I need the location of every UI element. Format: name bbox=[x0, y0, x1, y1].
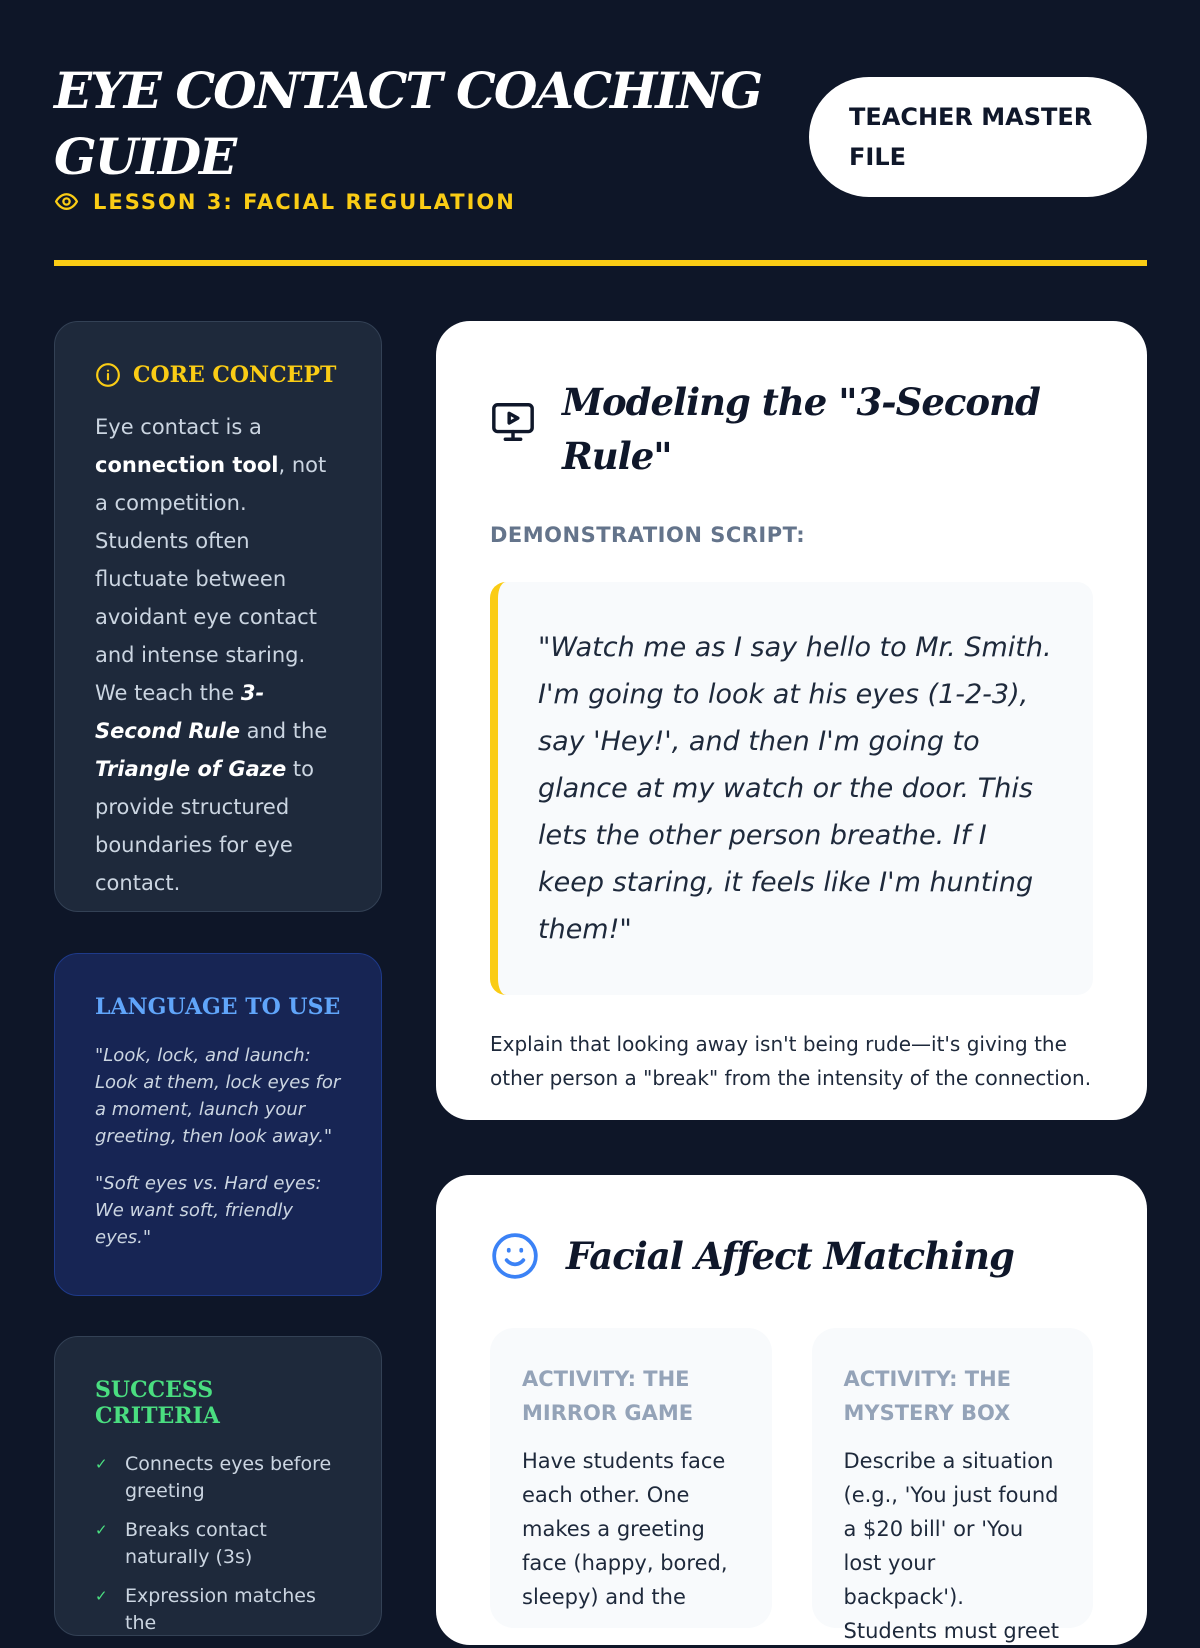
affect-card bbox=[436, 1175, 1147, 1645]
success-item-3: Expression matches the bbox=[125, 1585, 316, 1634]
core-bold-1: connection tool bbox=[95, 453, 279, 477]
language-heading: LANGUAGE TO USE bbox=[95, 994, 341, 1020]
page-header bbox=[54, 58, 1147, 214]
core-text-3: and the bbox=[239, 719, 328, 743]
core-text-4: to provide structured boundaries for eye contact. bbox=[95, 757, 314, 895]
activity-title: ACTIVITY: THE MYSTERY BOX bbox=[843, 1367, 1012, 1425]
core-concept-heading-text: CORE CONCEPT bbox=[133, 362, 337, 388]
teacher-badge: TEACHER MASTER FILE bbox=[809, 77, 1147, 197]
page-title: EYE CONTACT COACHING GUIDE bbox=[54, 61, 762, 186]
modeling-heading bbox=[490, 375, 1093, 483]
check-icon: ✓ bbox=[95, 1521, 108, 1539]
language-card bbox=[54, 953, 382, 1296]
modeling-explanation: Explain that looking away isn't being rude—it's giving the other person a "break" from the intensity of the connection. bbox=[490, 1032, 1092, 1090]
success-list bbox=[95, 1451, 341, 1637]
list-item bbox=[95, 1517, 341, 1571]
header-divider bbox=[54, 260, 1147, 266]
core-concept-card bbox=[54, 321, 382, 912]
presentation-icon bbox=[490, 399, 536, 445]
affect-title: Facial Affect Matching bbox=[566, 1234, 1014, 1278]
demo-script-quote: "Watch me as I say hello to Mr. Smith. I'm going to look at his eyes (1-2-3), say 'Hey!', and then I'm going to glance at my watch or the door. This lets the other person breathe. If I keep staring, it feels like I'm hunting them!" bbox=[490, 582, 1093, 995]
activity-title: ACTIVITY: THE MIRROR GAME bbox=[522, 1367, 694, 1425]
core-concept-heading bbox=[95, 362, 341, 388]
list-item bbox=[95, 1451, 341, 1505]
success-item-1: Connects eyes before greeting bbox=[125, 1453, 332, 1502]
core-text-1: Eye contact is a bbox=[95, 415, 262, 439]
activity-mirror-game bbox=[490, 1328, 772, 1628]
language-quote-1: "Look, lock, and launch: Look at them, lock eyes for a moment, launch your greeting, then look away." bbox=[95, 1045, 341, 1147]
lesson-subtitle-text: LESSON 3: FACIAL REGULATION bbox=[93, 189, 516, 214]
lesson-subtitle bbox=[54, 189, 516, 214]
core-bold-2: 3-Second Rule bbox=[95, 681, 265, 743]
list-item bbox=[95, 1583, 341, 1637]
core-bold-3: Triangle of Gaze bbox=[95, 757, 287, 781]
affect-heading bbox=[490, 1229, 1093, 1283]
modeling-card bbox=[436, 321, 1147, 1120]
smile-icon bbox=[490, 1231, 540, 1281]
demo-script-label: DEMONSTRATION SCRIPT: bbox=[490, 523, 806, 547]
activity-description: Describe a situation (e.g., 'You just found a $20 bill' or 'You lost your backpack'). Students must greet bbox=[843, 1449, 1059, 1643]
activity-description: Have students face each other. One makes a greeting face (happy, bored, sleepy) and the bbox=[522, 1449, 728, 1609]
activity-mystery-box bbox=[812, 1328, 1094, 1643]
eye-icon bbox=[54, 189, 79, 214]
language-quote-2: "Soft eyes vs. Hard eyes: We want soft, friendly eyes." bbox=[95, 1173, 322, 1248]
success-heading: SUCCESS CRITERIA bbox=[95, 1377, 220, 1429]
core-text-2: , not a competition. Students often fluctuate between avoidant eye contact and intense staring. We teach the bbox=[95, 453, 327, 705]
success-item-2: Breaks contact naturally (3s) bbox=[125, 1519, 267, 1568]
check-icon: ✓ bbox=[95, 1455, 108, 1473]
core-concept-text bbox=[95, 408, 341, 902]
success-criteria-card bbox=[54, 1336, 382, 1636]
modeling-title: Modeling the "3-Second Rule" bbox=[562, 380, 1040, 478]
info-icon bbox=[95, 362, 121, 388]
check-icon: ✓ bbox=[95, 1587, 108, 1605]
activities-row bbox=[490, 1328, 1093, 1643]
